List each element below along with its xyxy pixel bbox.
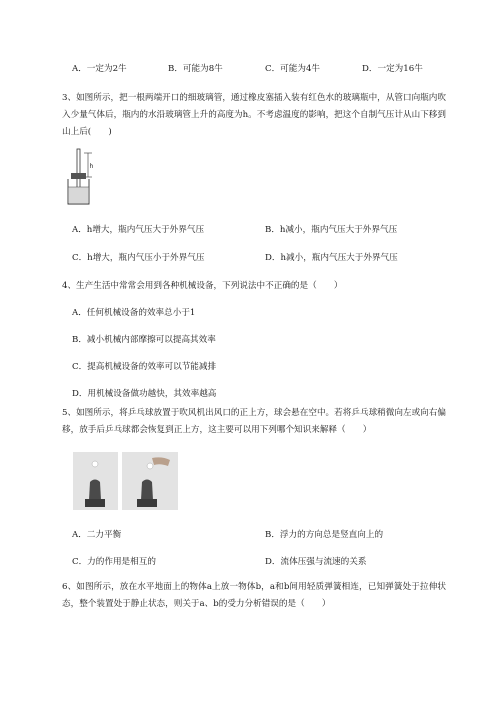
q5-option-d: D．流体压强与流速的关系 bbox=[265, 557, 367, 567]
q4-stem: 4、生产生活中常常会用到各种机械设备，下列说法中不正确的是（ ） bbox=[62, 281, 343, 291]
q3-figure-h-label: h bbox=[89, 163, 94, 170]
q3-stem: 3、如图所示，把一根两端开口的细玻璃管，通过橡皮塞插入装有红色水的玻璃瓶中，从管口向瓶内吹入少量气体后，瓶内的水沿玻璃管上升的高度为h。不考虑温度的影响，把这个自制气压计从山下移到山上后( ) bbox=[62, 93, 446, 137]
q3-option-d: D．h减小，瓶内气压大于外界气压 bbox=[265, 253, 398, 263]
q2-option-d: D．一定为16牛 bbox=[362, 64, 423, 74]
q3-option-b: B．h减小，瓶内气压大于外界气压 bbox=[265, 225, 398, 235]
q5-option-c: C．力的作用是相互的 bbox=[72, 557, 156, 567]
q5-option-a: A．二力平衡 bbox=[72, 530, 122, 540]
q5-photo-2 bbox=[122, 452, 178, 513]
q4-option-b: B．减小机械内部摩擦可以提高其效率 bbox=[72, 335, 216, 345]
q5-option-b: B．浮力的方向总是竖直向上的 bbox=[265, 530, 384, 540]
q3-option-a: A．h增大，瓶内气压大于外界气压 bbox=[72, 225, 205, 235]
q6-stem: 6、如图所示，放在水平地面上的物体a上放一物体b，a和b间用轻质弹簧相连，已知弹簧处于拉伸状态，整个装置处于静止状态，则关于a、b的受力分析错误的是（ ） bbox=[62, 582, 446, 609]
q4-option-a: A．任何机械设备的效率总小于1 bbox=[72, 308, 196, 318]
q5-photo-1 bbox=[73, 452, 118, 513]
q4-option-c: C．提高机械设备的效率可以节能减排 bbox=[72, 362, 217, 372]
q2-option-a: A．一定为2牛 bbox=[72, 64, 127, 74]
q3-figure bbox=[62, 147, 102, 210]
q2-option-b: B．可能为8牛 bbox=[168, 64, 223, 74]
q5-stem: 5、如图所示，将乒乓球放置于吹风机出风口的正上方，球会悬在空中。若将乒乓球稍微向左或向右偏移，放手后乒乓球都会恢复到正上方，这主要可以用下列哪个知识来解释（ ） bbox=[62, 408, 446, 435]
q4-option-d: D．用机械设备做功越快，其效率越高 bbox=[72, 389, 217, 399]
q3-option-c: C．h增大，瓶内气压小于外界气压 bbox=[72, 253, 205, 263]
q2-option-c: C．可能为4牛 bbox=[265, 64, 321, 74]
